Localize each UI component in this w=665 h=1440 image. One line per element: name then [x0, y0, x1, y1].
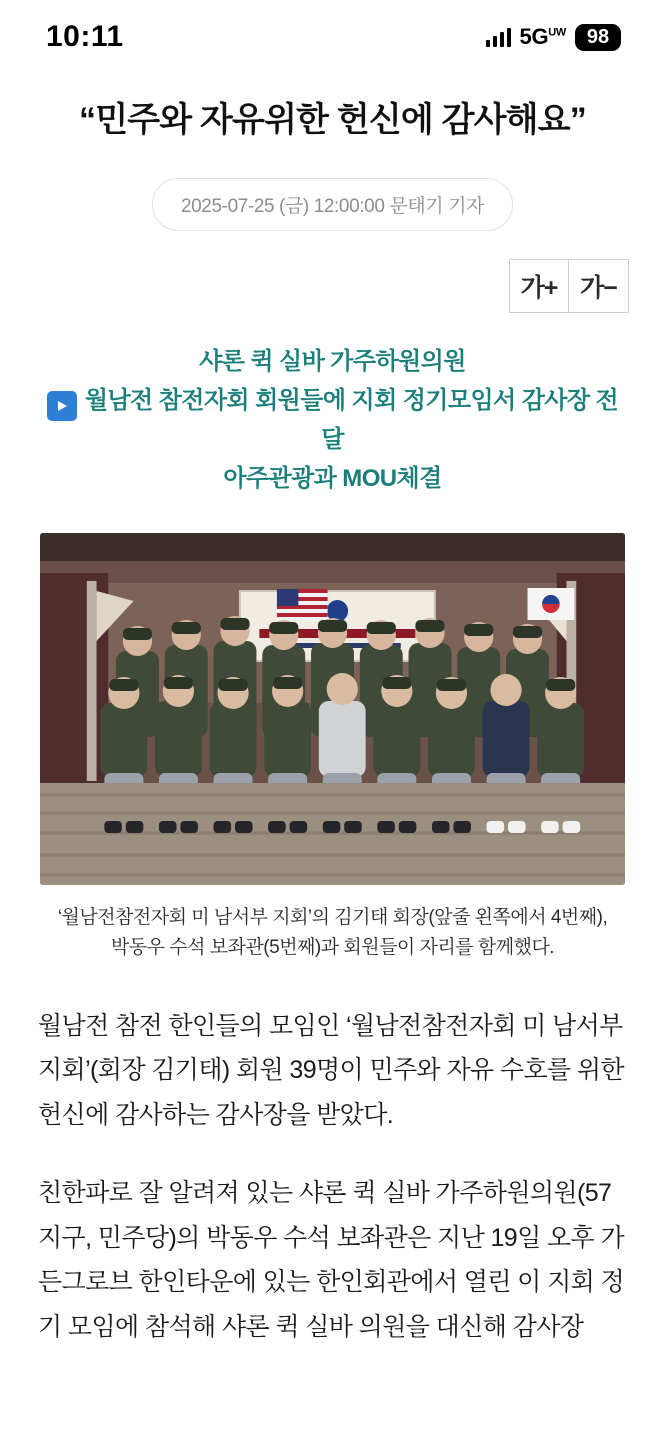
- subheadline-line-1: 샤론 퀵 실바 가주하원의원: [199, 348, 466, 376]
- play-button-icon[interactable]: [47, 391, 77, 421]
- page-title: “민주와 자유위한 헌신에 감사해요”: [79, 101, 586, 139]
- article-subheadline: [26, 343, 639, 499]
- byline-row: [26, 178, 639, 231]
- article-paragraph: 친한파로 잘 알려져 있는 샤론 퀵 실바 가주하원의원(57지구, 민주당)의 박동우 수석 보좌관은 지난 19일 오후 가든그로브 한인타운에 있는 한인회관에서 열린 이 지회 정기 모임에 참석해 샤론 퀵 실바 의원을 대신해 감사장: [38, 1179, 625, 1341]
- status-bar-time: 10:11: [46, 20, 124, 53]
- cellular-signal-icon: [486, 27, 511, 47]
- subheadline-line-2-wrap: [36, 382, 629, 460]
- group-photo-vietnam-veterans[interactable]: [40, 533, 625, 885]
- article-container: [0, 96, 665, 1349]
- subheadline-line-3: 아주관광과 MOU체결: [223, 465, 442, 493]
- subheadline-line-2: 월남전 참전자회 회원들에 지회 정기모임서 감사장 전달: [84, 387, 619, 454]
- figure-caption: ‘월남전참전자회 미 남서부 지회’의 김기태 회장(앞줄 왼쪽에서 4번째), 박동우 수석 보좌관(5번째)과 회원들이 자리를 함께했다.: [57, 906, 608, 959]
- status-bar: [0, 0, 665, 74]
- network-type-label: $5G^{UW}$: [519, 24, 566, 49]
- article-byline: 2025-07-25 (금) 12:00:00 문태기 기자: [152, 178, 513, 231]
- font-size-controls: [26, 259, 639, 313]
- status-bar-indicators: [486, 24, 621, 51]
- font-size-decrease-button[interactable]: 가−: [569, 259, 629, 313]
- battery-level-badge: 98: [575, 24, 621, 51]
- font-size-increase-button[interactable]: 가+: [509, 259, 569, 313]
- article-paragraph: 월남전 참전 한인들의 모임인 ‘월남전참전자회 미 남서부 지회’(회장 김기태) 회원 39명이 민주와 자유 수호를 위한 헌신에 감사하는 감사장을 받았다.: [38, 1011, 624, 1129]
- article-figure: [40, 533, 625, 964]
- article-body: [38, 1004, 627, 1350]
